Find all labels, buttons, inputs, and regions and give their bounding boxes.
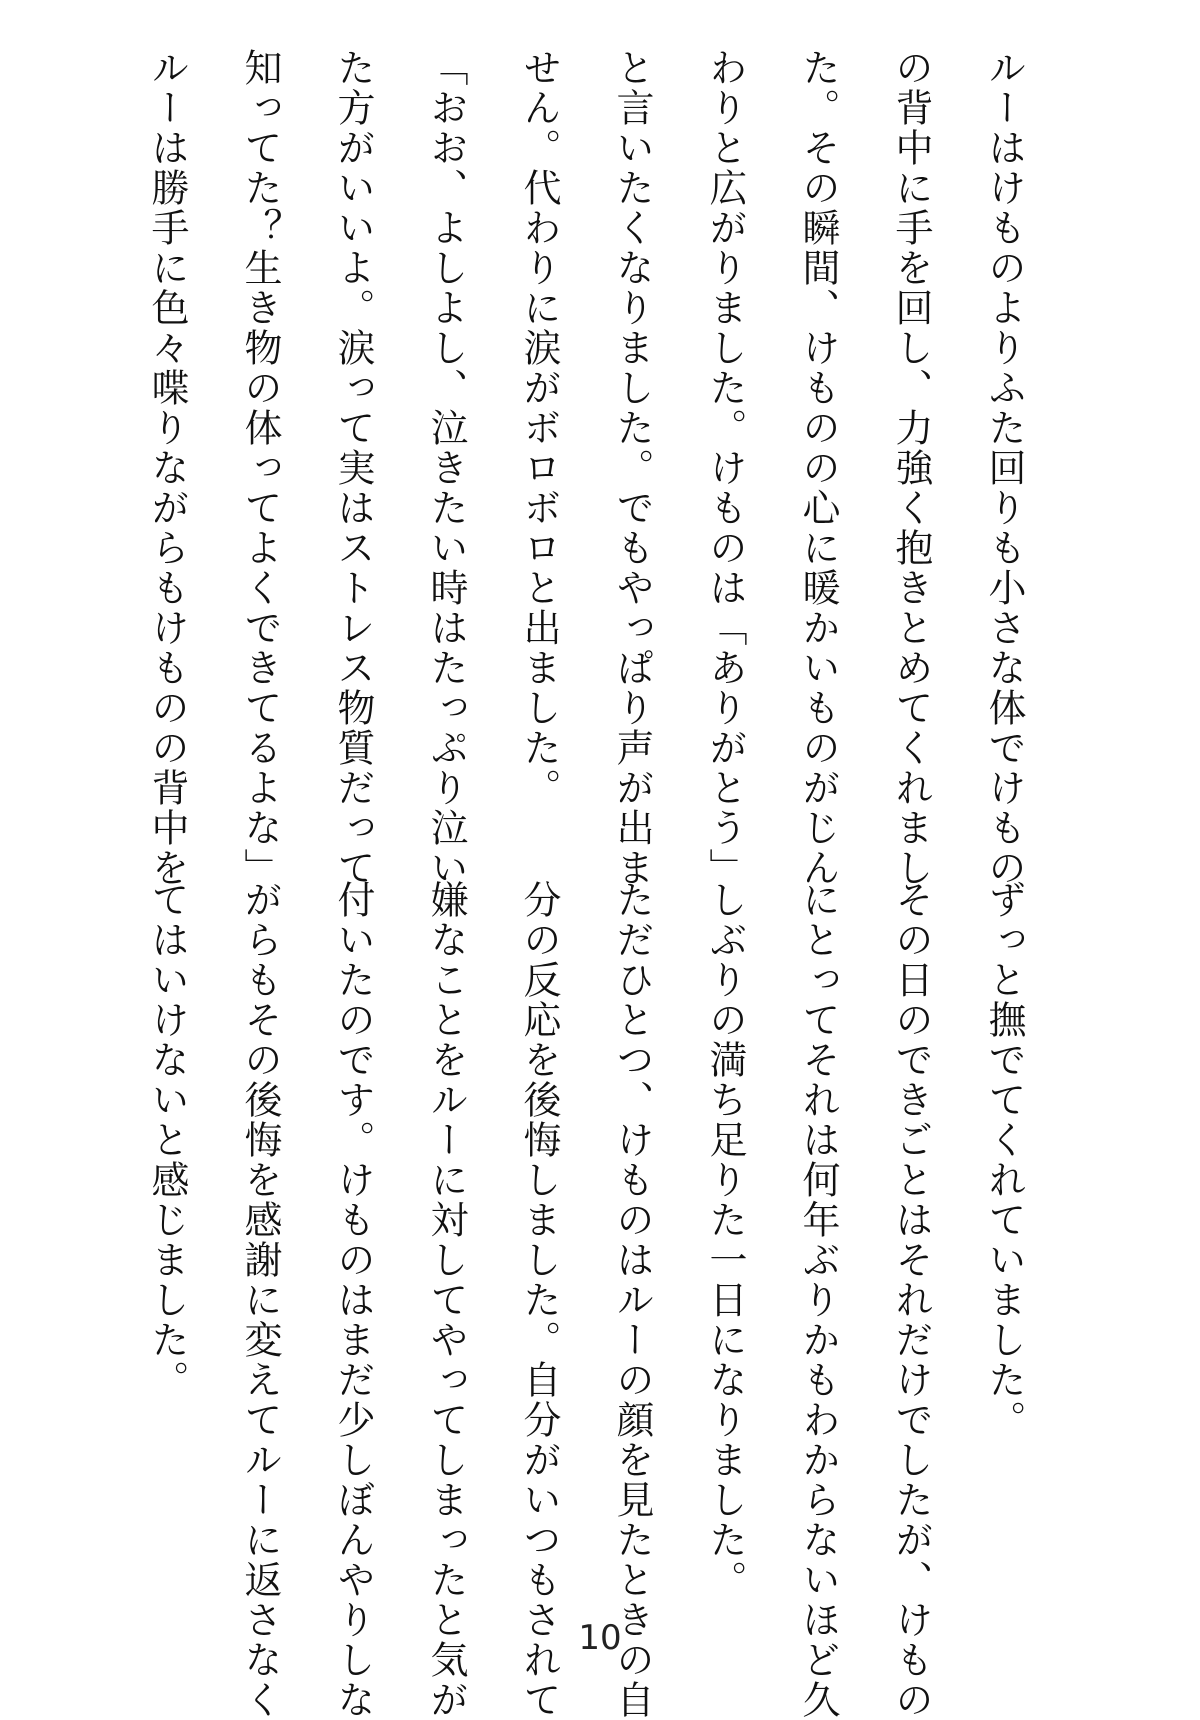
text-line: ただひとつ、けものはルーの顔を見たときの自 [610, 880, 654, 1720]
text-line: 分の反応を後悔しました。自分がいつもされて [517, 880, 561, 1720]
text-line: 嫌なことをルーに対してやってしまったと気が [424, 880, 468, 1720]
text-line: 知ってた？生き物の体ってよくできてるよな」 [238, 48, 282, 888]
text-line: がらもその後悔を感謝に変えてルーに返さなく [238, 880, 282, 1720]
text-line: ずっと撫でてくれていました。 [982, 880, 1026, 1440]
text-line: た。その瞬間、けものの心に暖かいものがじん [796, 48, 840, 888]
text-line: ルーはけものよりふた回りも小さな体でけもの [982, 48, 1026, 888]
lower-text-column [145, 880, 1050, 1720]
text-line: と言いたくなりました。でもやっぱり声が出ま [610, 48, 654, 888]
text-line: しぶりの満ち足りた一日になりました。 [703, 880, 747, 1600]
text-line: た方がいいよ。涙って実はストレス物質だって [331, 48, 375, 888]
upper-text-column [145, 48, 1050, 888]
text-line: てはいけないと感じました。 [145, 880, 189, 1400]
text-line: その日のできごとはそれだけでしたが、けもの [889, 880, 933, 1720]
text-line: ルーは勝手に色々喋りながらもけものの背中を [145, 48, 189, 888]
text-line: せん。代わりに涙がボロボロと出ました。 [517, 48, 561, 808]
text-line: 付いたのです。けものはまだ少しぼんやりしな [331, 880, 375, 1720]
text-line: の背中に手を回し、力強く抱きとめてくれまし [889, 48, 933, 888]
text-line: にとってそれは何年ぶりかもわからないほど久 [796, 880, 840, 1720]
page-number: 10 [578, 1618, 622, 1658]
text-line: わりと広がりました。けものは「ありがとう」 [703, 48, 747, 888]
text-line: 「おお、よしよし、泣きたい時はたっぷり泣い [424, 48, 468, 888]
